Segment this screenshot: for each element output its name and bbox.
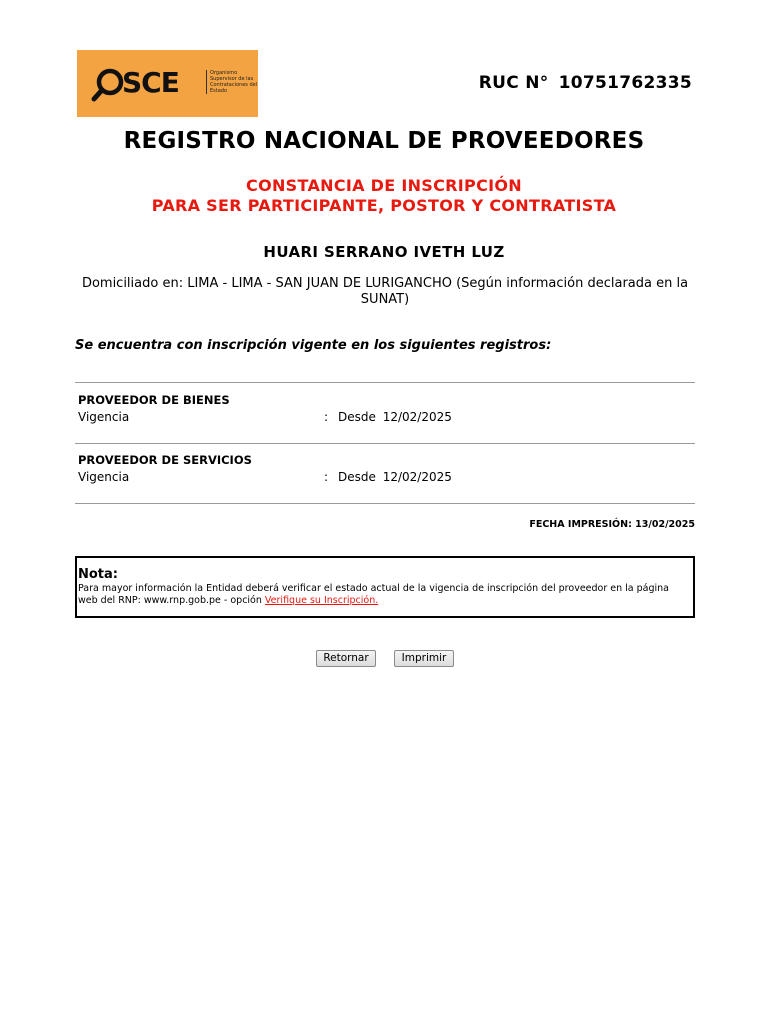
ruc-header xyxy=(479,73,692,93)
registry-colon: : xyxy=(324,410,329,424)
divider xyxy=(75,382,695,383)
registry-title: PROVEEDOR DE SERVICIOS xyxy=(78,453,252,467)
page-title: REGISTRO NACIONAL DE PROVEEDORES xyxy=(123,128,645,154)
note-text xyxy=(78,583,690,607)
logo-subtitle: Organismo Supervisor de las Contrataciones del Estado xyxy=(206,70,260,94)
note-title: Nota: xyxy=(78,567,118,582)
print-button[interactable]: Imprimir xyxy=(394,650,454,667)
domicile-text: Domiciliado en: LIMA - LIMA - SAN JUAN DE LURIGANCHO (Según información declarada en la SUNAT) xyxy=(81,276,689,307)
ruc-label: RUC N° xyxy=(478,73,549,93)
registry-label: Vigencia xyxy=(78,410,130,424)
ruc-number: 10751762335 xyxy=(558,73,692,93)
registry-label: Vigencia xyxy=(78,470,130,484)
note-body: Para mayor información la Entidad deberá verificar el estado actual de la vigencia de inscripción del proveedor en la página web del RNP: www.rnp.gob.pe - opción xyxy=(78,583,670,606)
subtitle-line-1: CONSTANCIA DE INSCRIPCIÓN xyxy=(246,176,522,195)
provider-name: HUARI SERRANO IVETH LUZ xyxy=(263,243,505,261)
back-button[interactable]: Retornar xyxy=(316,650,376,667)
logo-wordmark: SCE xyxy=(122,66,179,99)
registry-value: Desde 12/02/2025 xyxy=(338,410,452,424)
verify-registration-link[interactable]: Verifique su Inscripción. xyxy=(264,595,379,606)
registry-colon: : xyxy=(324,470,329,484)
subtitle-line-2: PARA SER PARTICIPANTE, POSTOR Y CONTRATISTA xyxy=(151,196,617,215)
divider xyxy=(75,503,695,504)
divider xyxy=(75,443,695,444)
registry-title: PROVEEDOR DE BIENES xyxy=(78,393,230,407)
note-box xyxy=(75,556,695,618)
registry-value: Desde 12/02/2025 xyxy=(338,470,452,484)
osce-logo xyxy=(77,50,258,117)
print-date: FECHA IMPRESIÓN: 13/02/2025 xyxy=(529,519,695,530)
registries-intro: Se encuentra con inscripción vigente en los siguientes registros: xyxy=(75,338,552,353)
